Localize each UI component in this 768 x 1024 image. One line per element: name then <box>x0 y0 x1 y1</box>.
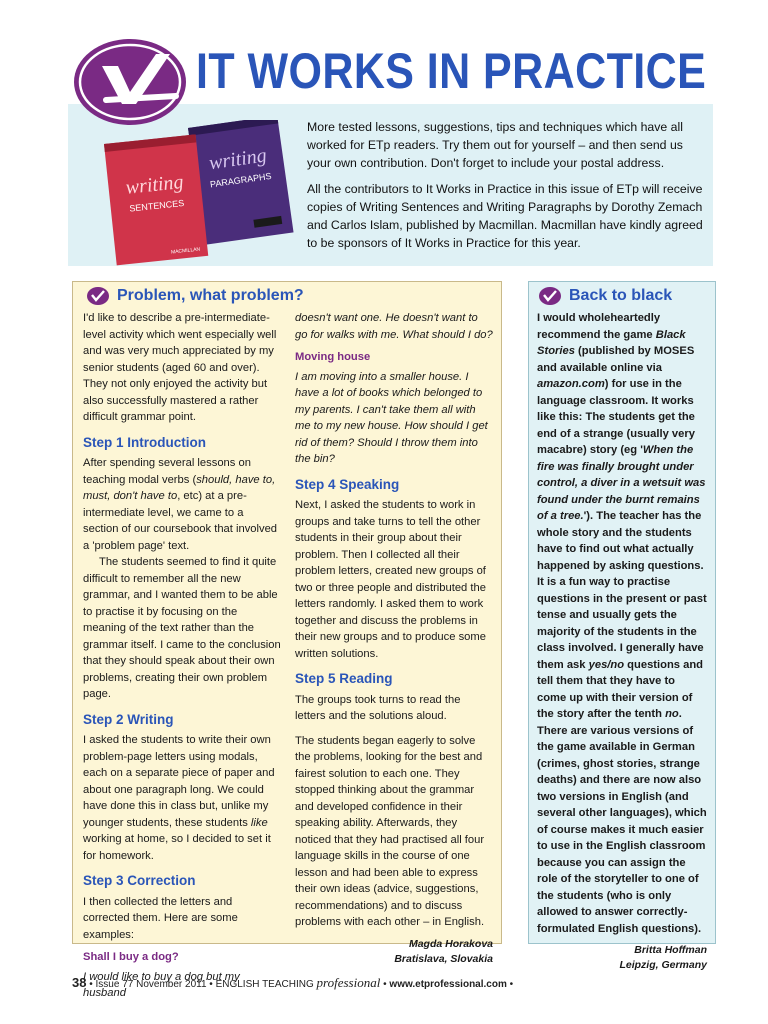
paragraph: The students began eagerly to solve the problems, looking for the best and fairest solution to each one. They stopped thinking about the grammar and developed confidence in their speaking ability. Afterwards, they noticed that they had practised all four language skills in the course of one lesson and had been able to express their own ideas (advice, suggestions, recommendations) and to discuss problems with each other – in English. <box>295 734 485 928</box>
author-location: Leipzig, Germany <box>619 959 707 971</box>
publisher-label: MACMILLAN <box>170 246 201 256</box>
book2-title: writing <box>207 144 268 175</box>
author-name: Britta Hoffman <box>634 944 707 956</box>
magazine-name: professional <box>316 975 381 990</box>
article-column-2 <box>295 310 493 967</box>
example-text: I am moving into a smaller house. I have a lot of books which belonged to my parents. I can't take them all with me to my new house. How should I get rid of them? Should I throw them into the bin? <box>295 370 488 465</box>
step-heading: Step 4 Speaking <box>295 476 400 492</box>
check-badge-icon <box>87 287 109 305</box>
book2-subtitle: PARAGRAPHS <box>209 170 273 190</box>
page-title: IT WORKS IN PRACTICE <box>196 43 707 99</box>
example-text: doesn't want one. He doesn't want to go for walks with me. What should I do? <box>295 312 493 341</box>
section-heading <box>539 287 672 305</box>
example-text: I would like to buy a dog but my husband <box>83 970 240 999</box>
paragraph: I asked the students to write their own problem-page letters using modals, each on a separate piece of paper and about one paragraph long. We could have done this in class but, unlike my younger students, these students like working at home, so I decided to set it for homework. <box>83 734 275 862</box>
book1-title: writing <box>124 170 185 199</box>
step-heading: Step 2 Writing <box>83 711 174 727</box>
paragraph: The students seemed to find it quite difficult to remember all the new grammar, and I wanted them to be able to practise it by focusing on the meaning of the text rather than the grammar itself. I came to the conclusion that they should speak about their own problems, creating their own problem page. <box>83 556 281 700</box>
book1-subtitle: SENTENCES <box>128 197 185 214</box>
example-heading: Shall I buy a dog? <box>83 951 179 963</box>
checkmark-logo-icon <box>72 36 188 128</box>
section-title: Problem, what problem? <box>117 287 304 304</box>
paragraph: After spending several lessons on teaching modal verbs (should, have to, must, don't have to, etc) at a pre-intermediate level, we came to a section of our coursebook that involved a 'problem page' text. <box>83 457 278 552</box>
check-badge-icon <box>539 287 561 305</box>
paragraph: I would wholeheartedly recommend the game Black Stories (published by MOSES and available online via amazon.com) for use in the language classroom. It works like this: The students get the end of a strange (usually very macabre) story (eg 'When the fire was finally brought under control, a diver in a wetsuit was found under the burnt remains of a tree.'). The teacher has the whole story and the students have to find out what actually happened by asking questions. It is a fun way to practise questions in the present or past tense and usually gets the majority of the students in the class involved. I generally have them ask yes/no questions and tell them that they have to come up with their version of the story after the tenth no. There are various versions of the game available in German (crimes, ghost stories, strange deaths) and there are now also two versions in English (and several other languages), which of course makes it much easier to use in the English classroom because you can assign the role of the storyteller to one of the students (who is only allowed to answer correctly-formulated English questions). <box>537 312 707 935</box>
paragraph: I'd like to describe a pre-intermediate-level activity which went especially well and was very much appreciated by my senior students (aged 60 and over). They not only enjoyed the activity but also successfully mastered a rather difficult grammar point. <box>83 312 277 423</box>
paragraph: Next, I asked the students to work in groups and take turns to tell the other students in their group about their problem. Then I collected all their problem letters, created new groups of two or three people and distributed the letters randomly. I asked them to work together and discuss the problems in their new groups and to produce some written solutions. <box>295 499 486 660</box>
section-heading <box>87 287 304 305</box>
article-black-box <box>528 281 716 971</box>
issue-info: • Issue 77 November 2011 • ENGLISH TEACHING <box>89 979 314 990</box>
page-number: 38 <box>72 975 87 990</box>
step-heading: Step 1 Introduction <box>83 434 206 450</box>
page-footer: 38 • Issue 77 November 2011 • ENGLISH TEACHING professional • www.etprofessional.com • <box>72 975 514 990</box>
intro-paragraph-1: More tested lessons, suggestions, tips and techniques which have all worked for ETp readers. Try them out for yourself – and then send us your own contribution. Don't forget to include your postal address. <box>307 120 683 170</box>
example-heading: Moving house <box>295 351 371 363</box>
author-name: Magda Horakova <box>408 937 493 950</box>
intro-text <box>307 118 707 260</box>
article-column-1 <box>83 310 281 1002</box>
paragraph: I then collected the letters and corrected them. Here are some examples: <box>83 895 238 941</box>
author-location: Bratislava, Slovakia <box>394 952 493 965</box>
step-heading: Step 5 Reading <box>295 671 393 686</box>
paragraph: The groups took turns to read the letters and the solutions aloud. <box>295 693 461 722</box>
section-title: Back to black <box>569 287 673 304</box>
article-column <box>537 310 707 973</box>
intro-paragraph-2: All the contributors to It Works in Practice in this issue of ETp will receive copies of Writing Sentences and Writing Paragraphs by Dorothy Zemach and Carlos Islam, published by Macmillan. Macmillan have kindly agreed to be sponsors of It Works in Practice for this year. <box>307 182 703 250</box>
website-link[interactable]: www.etprofessional.com <box>389 979 507 990</box>
step-heading: Step 3 Correction <box>83 873 196 888</box>
book-covers-image <box>96 120 296 270</box>
